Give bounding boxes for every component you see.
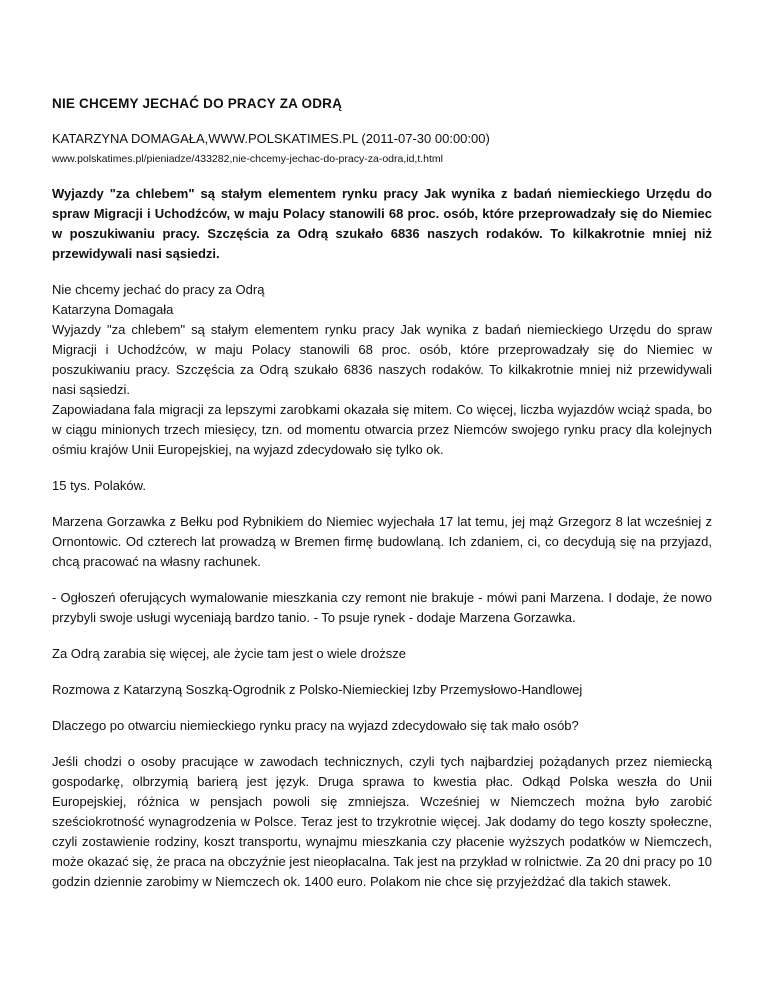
paragraph-question: Dlaczego po otwarciu niemieckiego rynku pracy na wyjazd zdecydowało się tak mało osób? — [52, 718, 579, 733]
article-lead: Wyjazdy "za chlebem" są stałym elementem rynku pracy Jak wynika z badań niemieckiego Urzędu do spraw Migracji i Uchodźców, w maju Polacy stanowili 68 proc. osób, które przeprowadzały się do Niemiec w poszukiwaniu pracy. Szczęścia za Odrą szukało 6836 naszych rodaków. To kilkakrotnie mniej niż przewidywali nasi sąsiedzi. — [52, 186, 712, 261]
paragraph-earn-heading: Za Odrą zarabia się więcej, ale życie tam jest o wiele droższe — [52, 646, 407, 661]
paragraph-migration: Zapowiadana fala migracji za lepszymi zarobkami okazała się mitem. Co więcej, liczba wyjazdów wciąż spada, bo w ciągu minionych trzech miesięcy, tzn. od momentu otwarcia przez Niemców swojego rynku pracy dla kolejnych ośmiu krajów Unii Europejskiej, na wyjazd zdecydowało się tylko ok. — [52, 402, 712, 457]
article-byline: KATARZYNA DOMAGAŁA,WWW.POLSKATIMES.PL (2011-07-30 00:00:00) — [52, 131, 490, 146]
article-title: NIE CHCEMY JECHAĆ DO PRACY ZA ODRĄ — [52, 96, 343, 111]
paragraph-interview-intro: Rozmowa z Katarzyną Soszką-Ogrodnik z Polsko-Niemieckiej Izby Przemysłowo-Handlowej — [52, 682, 583, 697]
article-source-url: www.polskatimes.pl/pieniadze/433282,nie-chcemy-jechac-do-pracy-za-odra,id,t.html — [52, 153, 444, 165]
document-page — [52, 95, 712, 892]
paragraph-count: 15 tys. Polaków. — [52, 478, 146, 493]
article-body-intro — [52, 280, 712, 460]
repeat-title: Nie chcemy jechać do pracy za Odrą — [52, 282, 265, 297]
paragraph-ads: - Ogłoszeń oferujących wymalowanie mieszkania czy remont nie brakuje - mówi pani Marzena. I dodaje, że nowo przybyli swoje usługi wyceniają bardzo tanio. - To psuje rynek - dodaje Marzena Gorzawka. — [52, 590, 712, 625]
paragraph-gorzawka: Marzena Gorzawka z Bełku pod Rybnikiem do Niemiec wyjechała 17 lat temu, jej mąż Grzegorz 8 lat wcześniej z Ornontowic. Od czterech lat prowadzą w Bremen firmę budowlaną. Ich zdaniem, ci, co decydują się na przyjazd, chcą pracować na własny rachunek. — [52, 514, 712, 569]
repeat-lead: Wyjazdy "za chlebem" są stałym elementem rynku pracy Jak wynika z badań niemieckiego Urzędu do spraw Migracji i Uchodźców, w maju Polacy stanowili 68 proc. osób, które przeprowadzały się do Niemiec w poszukiwaniu pracy. Szczęścia za Odrą szukało 6836 naszych rodaków. To kilkakrotnie mniej niż przewidywali nasi sąsiedzi. — [52, 322, 712, 397]
paragraph-answer: Jeśli chodzi o osoby pracujące w zawodach technicznych, czyli tych najbardziej pożądanych przez niemiecką gospodarkę, olbrzymią barierą jest język. Druga sprawa to kwestia płac. Odkąd Polska weszła do Unii Europejskiej, różnica w pensjach powoli się zmniejsza. Wcześniej w Niemczech można było zarobić sześciokrotność wynagrodzenia w Polsce. Teraz jest to trzykrotnie więcej. Jak dodamy do tego koszty społeczne, czyli zostawienie rodziny, koszt transportu, wynajmu mieszkania czy płacenie wyższych podatków w Niemczech, może okazać się, że praca na obczyźnie jest nieopłacalna. Tak jest na przykład w rolnictwie. Za 20 dni pracy po 10 godzin dziennie zarobimy w Niemczech ok. 1400 euro. Polakom nie chce się przyjeżdżać dla takich stawek. — [52, 754, 712, 889]
repeat-author: Katarzyna Domagała — [52, 302, 174, 317]
